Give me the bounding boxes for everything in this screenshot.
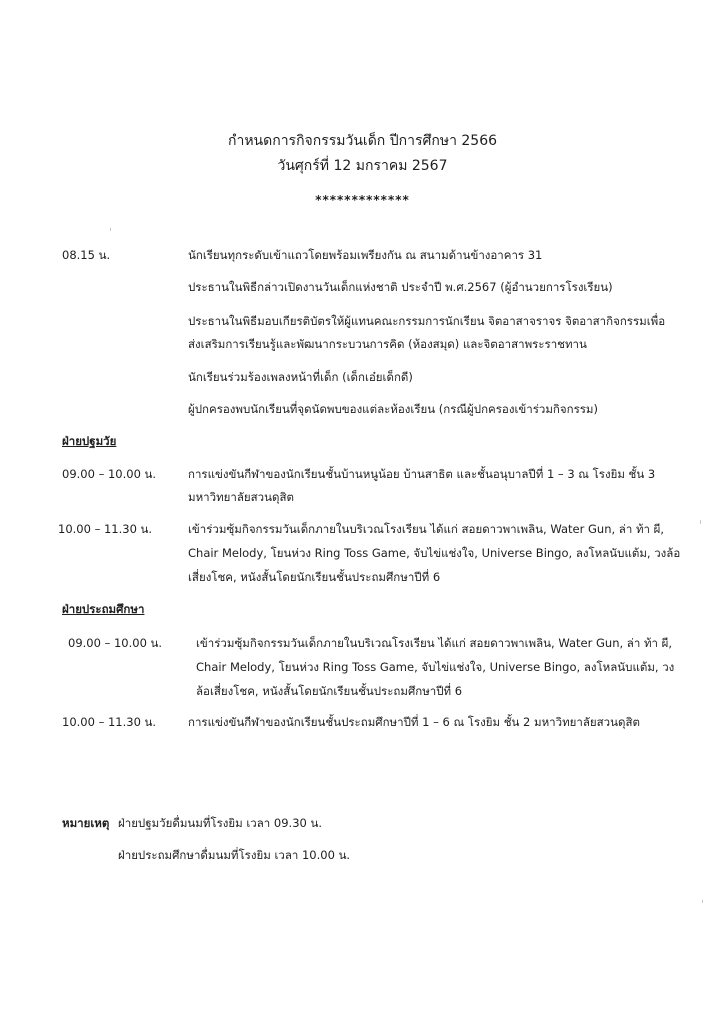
opening-item: นักเรียนร่วมร้องเพลงหน้าที่เด็ก (เด็กเอ๋ยเด็กดี) [188,370,413,384]
scan-speck [702,900,703,903]
early-childhood-activity-line: มหาวิทยาลัยสวนดุสิต [188,490,294,504]
primary-activity-line: ล้อเสี่ยงโชค, หนังสั้นโดยนักเรียนชั้นประถมศึกษาปีที่ 6 [196,684,463,698]
document-date: วันศุกร์ที่ 12 มกราคม 2567 [277,158,448,174]
document-title: กำหนดการกิจกรรมวันเด็ก ปีการศึกษา 2566 [227,133,498,149]
note-label: หมายเหตุ [62,816,110,830]
early-childhood-time: 09.00 – 10.00 น. [62,467,157,481]
opening-time: 08.15 น. [62,248,111,262]
primary-activity-line: Chair Melody, โยนห่วง Ring Toss Game, จับไข่แช่งใจ, Universe Bingo, ลงโหลนับแต้ม, วง [196,660,675,674]
opening-item: ประธานในพิธีกล่าวเปิดงานวันเด็กแห่งชาติ ประจำปี พ.ศ.2567 (ผู้อำนวยการโรงเรียน) [188,280,613,294]
early-childhood-activity-line: Chair Melody, โยนห่วง Ring Toss Game, จับไข่แช่งใจ, Universe Bingo, ลงโหลนับแต้ม, วงล้อ [188,546,681,560]
early-childhood-heading: ฝ่ายปฐมวัย [62,434,117,448]
note-line: ฝ่ายปฐมวัยดื่มนมที่โรงยิม เวลา 09.30 น. [118,816,323,830]
early-childhood-time: 10.00 – 11.30 น. [58,522,153,536]
scan-speck [110,228,111,231]
primary-time: 09.00 – 10.00 น. [68,636,163,650]
scan-speck [700,520,701,524]
early-childhood-activity-line: เสี่ยงโชค, หนังสั้นโดยนักเรียนชั้นประถมศึกษาปีที่ 6 [188,570,441,584]
early-childhood-activity-line: การแข่งขันกีฬาของนักเรียนชั้นบ้านหนูน้อย บ้านสาธิต และชั้นอนุบาลปีที่ 1 – 3 ณ โรงยิม ชั้น 3 [188,467,656,481]
title-separator: ************* [315,193,410,207]
opening-item: ส่งเสริมการเรียนรู้และพัฒนากระบวนการคิด (ห้องสมุด) และจิตอาสาพระราชทาน [188,337,587,351]
note-line: ฝ่ายประถมศึกษาดื่มนมที่โรงยิม เวลา 10.00 น. [118,848,351,862]
primary-activity-line: เข้าร่วมซุ้มกิจกรรมวันเด็กภายในบริเวณโรงเรียน ได้แก่ สอยดาวพาเพลิน, Water Gun, ล่า ท้า ผี, [196,636,673,650]
primary-time: 10.00 – 11.30 น. [62,715,157,729]
opening-item: นักเรียนทุกระดับเข้าแถวโดยพร้อมเพรียงกัน ณ สนามด้านข้างอาคาร 31 [188,248,543,262]
primary-heading: ฝ่ายประถมศึกษา [62,602,145,616]
opening-item: ผู้ปกครองพบนักเรียนที่จุดนัดพบของแต่ละห้องเรียน (กรณีผู้ปกครองเข้าร่วมกิจกรรม) [188,402,598,416]
primary-activity-line: การแข่งขันกีฬาของนักเรียนชั้นประถมศึกษาปีที่ 1 – 6 ณ โรงยิม ชั้น 2 มหาวิทยาลัยสวนดุสิต [188,715,640,729]
opening-item: ประธานในพิธีมอบเกียรติบัตรให้ผู้แทนคณะกรรมการนักเรียน จิตอาสาจราจร จิตอาสากิจกรรมเพื่อ [188,314,666,328]
early-childhood-activity-line: เข้าร่วมซุ้มกิจกรรมวันเด็กภายในบริเวณโรงเรียน ได้แก่ สอยดาวพาเพลิน, Water Gun, ล่า ท้า ผี, [188,522,665,536]
